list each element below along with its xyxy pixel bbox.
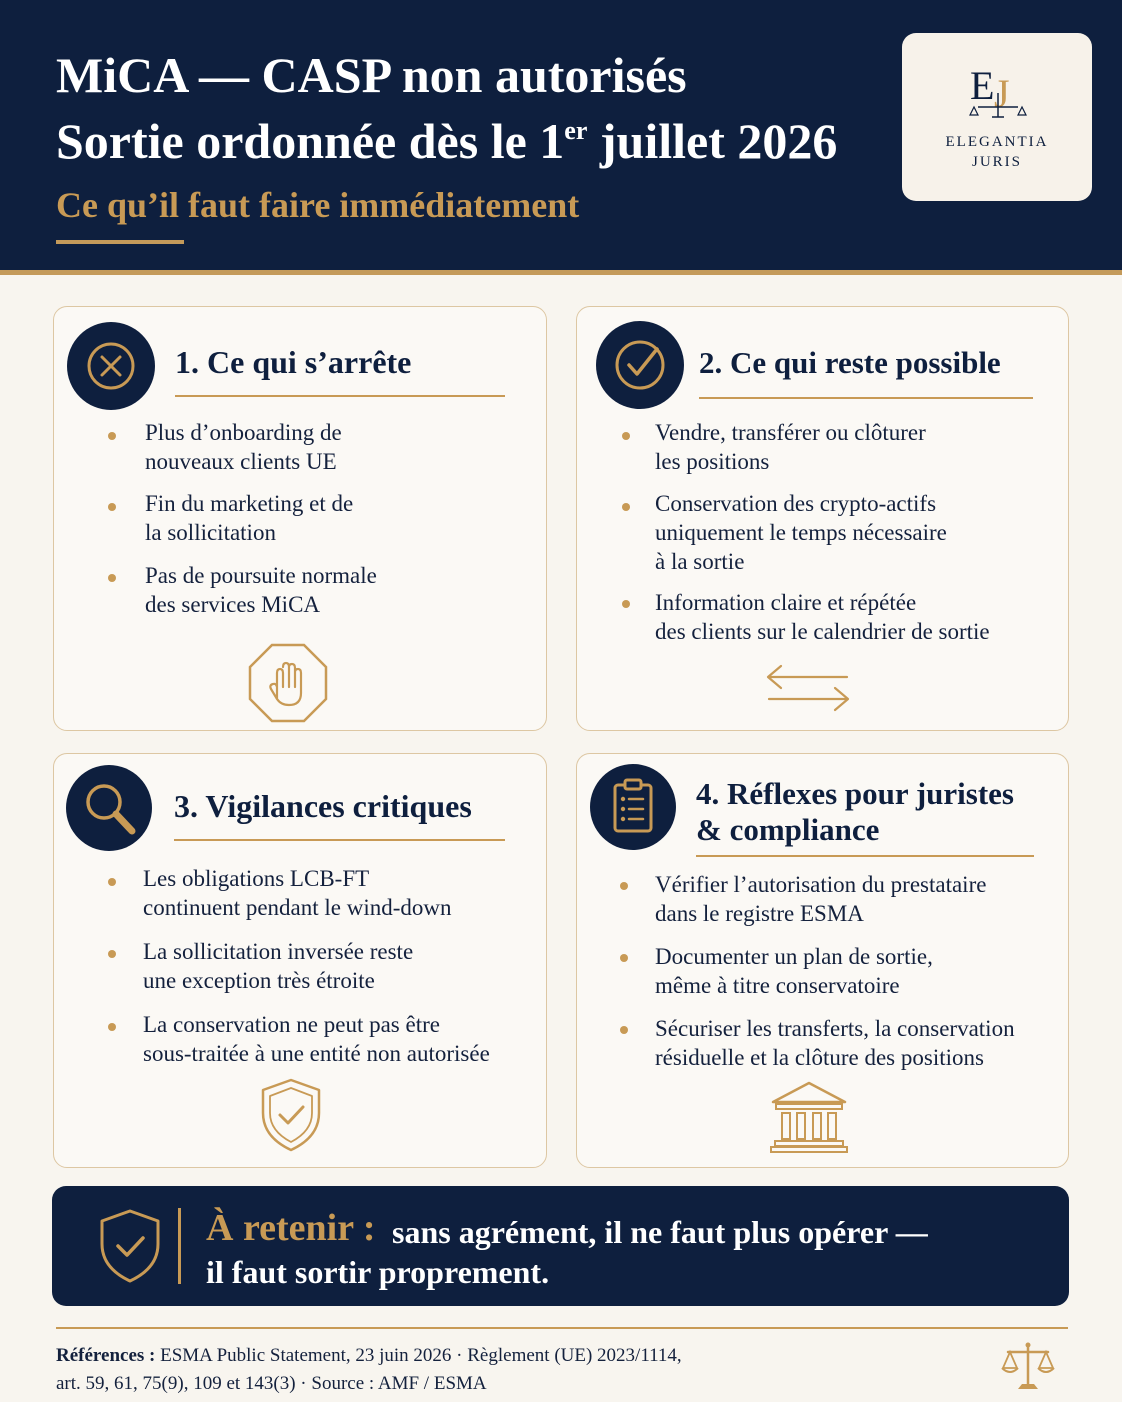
stop-hand-icon — [247, 643, 329, 723]
card-critical-vigilance — [53, 753, 547, 1168]
x-circle-icon — [67, 322, 155, 410]
svg-text:E: E — [970, 63, 995, 108]
clipboard-icon — [590, 764, 676, 850]
page-title-line2 — [56, 113, 838, 169]
check-circle-icon — [596, 321, 684, 409]
bullet-dot — [622, 503, 630, 511]
list-item: Fin du marketing et de la sollicitation — [145, 491, 354, 545]
magnifier-icon — [66, 765, 152, 851]
header — [0, 0, 1122, 270]
bullet-dot — [622, 432, 630, 440]
card-title: 1. Ce qui s’arrête — [175, 344, 412, 380]
list-item: Information claire et répétée des clients sur le calendrier de sortie — [655, 590, 990, 644]
bullet-dot — [108, 574, 116, 582]
logo — [902, 33, 1092, 201]
shield-check-icon — [259, 1077, 323, 1153]
card-reflexes — [576, 753, 1069, 1168]
card-title-line1: 4. Réflexes pour juristes — [696, 776, 1014, 811]
bullet-dot — [108, 950, 116, 958]
list-item: Vérifier l’autorisation du prestataire dans le registre ESMA — [655, 872, 987, 926]
logo-text-line2: JURIS — [971, 154, 1022, 170]
bullet-dot — [108, 878, 116, 886]
card-title: 3. Vigilances critiques — [174, 788, 472, 824]
footer-rule — [56, 1327, 1068, 1329]
card-title-rule — [174, 839, 505, 841]
title-part-date: juillet 2026 — [587, 113, 838, 169]
list-item: Vendre, transférer ou clôturer les positions — [655, 420, 926, 474]
references-line2: art. 59, 61, 75(9), 109 et 143(3) · Source : AMF / ESMA — [56, 1373, 487, 1394]
title-part: Sortie ordonnée dès le 1 — [56, 113, 565, 169]
shield-check-icon — [98, 1208, 162, 1284]
list-item: Sécuriser les transferts, la conservation résiduelle et la clôture des positions — [655, 1016, 1015, 1070]
card-title-rule — [699, 397, 1033, 399]
bullet-dot — [108, 432, 116, 440]
list-item: La sollicitation inversée reste une exception très étroite — [143, 939, 414, 993]
scales-icon — [1000, 1340, 1056, 1392]
bullet-dot — [108, 1023, 116, 1031]
bullet-dot — [622, 600, 630, 608]
institution-icon — [768, 1080, 850, 1154]
logo-monogram-icon — [966, 55, 1028, 125]
card-title-line2: & compliance — [696, 812, 880, 847]
banner-separator — [178, 1208, 181, 1284]
bullet-dot — [108, 503, 116, 511]
list-item: Pas de poursuite normale des services MiCA — [145, 563, 377, 617]
bullet-dot — [620, 882, 628, 890]
list-item: Conservation des crypto-actifs uniquement le temps nécessaire à la sortie — [655, 491, 947, 574]
key-takeaway-banner — [52, 1186, 1069, 1306]
svg-text:J: J — [994, 71, 1010, 116]
card-what-remains — [576, 306, 1069, 731]
banner-text-line1: sans agrément, il ne faut plus opérer — — [392, 1214, 928, 1250]
references-text: ESMA Public Statement, 23 juin 2026 · Règlement (UE) 2023/1114, — [155, 1345, 682, 1366]
subtitle-underline — [56, 240, 184, 244]
list-item: Documenter un plan de sortie, même à titre conservatoire — [655, 944, 933, 998]
references — [56, 1342, 682, 1398]
references-line1 — [56, 1342, 682, 1370]
card-title: 2. Ce qui reste possible — [699, 345, 1001, 380]
header-gold-line — [0, 270, 1122, 275]
title-superscript: er — [564, 116, 588, 145]
bullet-dot — [620, 954, 628, 962]
list-item: Plus d’onboarding de nouveaux clients UE — [145, 420, 342, 474]
transfer-arrows-icon — [763, 663, 853, 713]
banner-key-label: À retenir : — [206, 1207, 376, 1249]
bullet-dot — [620, 1026, 628, 1034]
logo-text-line1: ELEGANTIA — [945, 134, 1049, 150]
card-title-rule — [696, 855, 1034, 857]
card-what-stops — [53, 306, 547, 731]
banner-text-line2: il faut sortir proprement. — [206, 1254, 550, 1290]
list-item: La conservation ne peut pas être sous-traitée à une entité non autorisée — [143, 1012, 490, 1066]
card-title-rule — [175, 395, 505, 397]
page-subtitle: Ce qu’il faut faire immédiatement — [56, 185, 580, 225]
list-item: Les obligations LCB-FT continuent pendant le wind-down — [143, 866, 452, 920]
page-title-line1: MiCA — CASP non autorisés — [56, 47, 687, 103]
references-label: Références : — [56, 1345, 156, 1366]
